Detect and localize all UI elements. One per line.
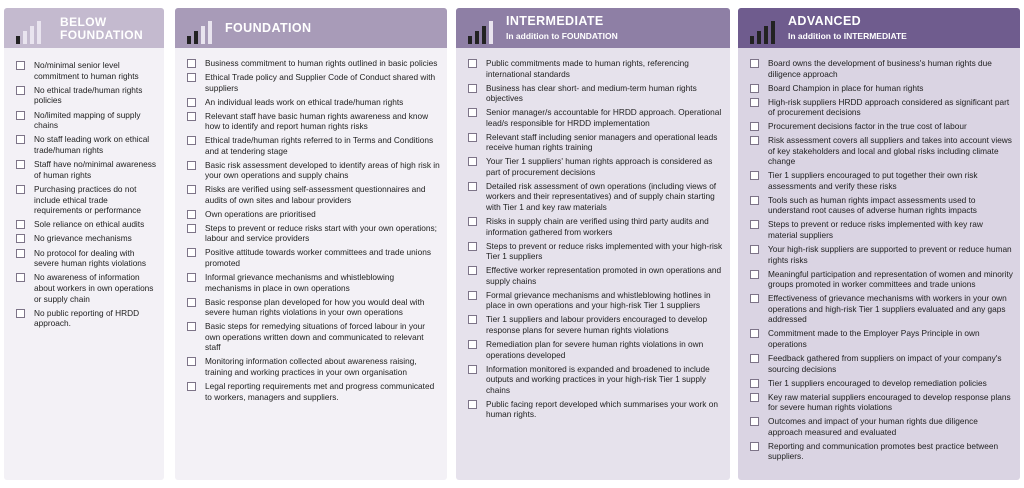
checklist-item-text: Positive attitude towards worker committees and trade unions promoted (205, 247, 431, 269)
checklist-item (187, 272, 441, 293)
checklist-item-text: Procurement decisions factor in the true cost of labour (768, 121, 967, 132)
level-bar (16, 36, 20, 44)
checklist-item-text: Legal reporting requirements met and progress communicated to workers, managers and suppliers. (205, 380, 435, 402)
checklist-item-text: Public facing report developed which summarises your work on human rights. (486, 398, 718, 420)
checkbox[interactable] (187, 273, 196, 282)
checklist-item-text: Steps to prevent or reduce risks implemented with key raw material suppliers (768, 219, 983, 241)
checkbox[interactable] (187, 161, 196, 170)
column-advanced (738, 8, 1020, 480)
checkbox[interactable] (750, 270, 759, 279)
level-bars-icon (468, 21, 493, 44)
checklist-item (468, 216, 724, 237)
checklist-item-text: Purchasing practices do not include ethical trade requirements or performance (34, 183, 141, 216)
level-bar (187, 36, 191, 44)
checklist-item-text: Your high-risk suppliers are supported to prevent or reduce human rights risks (768, 244, 1012, 265)
checkbox[interactable] (468, 59, 477, 68)
checklist-item-text: Detailed risk assessment of own operations (including views of workers and their representatives) and of supply chain starting with Tier 1 and key raw materials (486, 180, 717, 213)
checklist-item (750, 135, 1014, 167)
checklist-item-text: No public reporting of HRDD approach. (34, 307, 140, 329)
checkbox[interactable] (468, 340, 477, 349)
column-header (175, 8, 447, 48)
checkbox[interactable] (187, 185, 196, 194)
checklist-item-text: Effectiveness of grievance mechanisms with workers in your own operations and high-risk Tier 1 suppliers evaluated and any gaps addressed (768, 293, 1007, 325)
column-header (4, 8, 164, 48)
checklist-item-text: Steps to prevent or reduce risks start with your own operations; labour and service providers (205, 222, 437, 244)
checklist-item-text: High-risk suppliers HRDD approach considered as significant part of procurement decisions (768, 96, 1010, 118)
checklist-item (187, 356, 441, 377)
level-bars-icon (187, 21, 212, 44)
checklist-item-text: Tier 1 suppliers and labour providers encouraged to develop response plans for severe human rights violations (486, 314, 708, 335)
checklist-item (750, 121, 1014, 132)
checkbox[interactable] (187, 112, 196, 121)
checkbox[interactable] (468, 157, 477, 166)
level-bar (771, 21, 775, 44)
checklist-item (16, 134, 158, 155)
checkbox[interactable] (750, 417, 759, 426)
checklist (175, 48, 447, 402)
checklist-item-text: Public commitments made to human rights, referencing international standards (486, 58, 689, 79)
level-bar (23, 31, 27, 44)
checklist-item (187, 209, 441, 220)
checklist-item-text: Monitoring information collected about awareness raising, training and working practices in your own organisation (205, 356, 417, 377)
checklist-item (468, 83, 724, 104)
checklist-item-text: Feedback gathered from suppliers on impact of your company's sourcing decisions (768, 352, 1002, 374)
checklist-item (468, 399, 724, 420)
checkbox[interactable] (750, 122, 759, 131)
checkbox[interactable] (16, 86, 25, 95)
checklist-item-text: Tier 1 suppliers encouraged to develop remediation policies (768, 377, 987, 388)
checklist-item (187, 184, 441, 205)
checklist-item (468, 265, 724, 286)
level-bar (208, 21, 212, 44)
checklist-item (187, 72, 441, 93)
checklist-item-text: No/minimal senior level commitment to human rights (34, 60, 139, 81)
level-bar (201, 26, 205, 44)
checklist-item (16, 233, 158, 244)
column-header (456, 8, 730, 48)
checklist-item (468, 314, 724, 335)
checklist-item (187, 160, 441, 181)
checkbox[interactable] (16, 234, 25, 243)
checklist-item-text: Risk assessment covers all suppliers and takes into account views of key stakeholders and local and global risks including climate change (768, 135, 1012, 167)
level-bar (194, 31, 198, 44)
checkbox[interactable] (187, 98, 196, 107)
checkbox[interactable] (468, 291, 477, 300)
column-title: ADVANCED (788, 14, 862, 28)
column-title: BELOW FOUNDATION (60, 15, 144, 42)
checkbox[interactable] (16, 61, 25, 70)
checklist-item (750, 97, 1014, 118)
checklist-item-text: Business has clear short- and medium-term human rights objectives (486, 82, 697, 104)
checklist-item (16, 184, 158, 216)
checkbox[interactable] (750, 136, 759, 145)
checklist-item (16, 248, 158, 269)
checklist-item (468, 132, 724, 153)
checkbox[interactable] (187, 357, 196, 366)
checklist-item-text: Your Tier 1 suppliers' human rights approach is considered as part of procurement decisions (486, 156, 713, 177)
checklist-item (187, 111, 441, 132)
checkbox[interactable] (468, 108, 477, 117)
checklist-item (187, 381, 441, 402)
checklist-item (16, 219, 158, 230)
checklist-item (750, 353, 1014, 374)
checkbox[interactable] (468, 217, 477, 226)
checkbox[interactable] (16, 273, 25, 282)
checkbox[interactable] (750, 379, 759, 388)
checkbox[interactable] (468, 400, 477, 409)
checklist-item (468, 339, 724, 360)
checkbox[interactable] (16, 135, 25, 144)
checklist-item-text: Ethical Trade policy and Supplier Code of Conduct shared with suppliers (205, 71, 436, 93)
checkbox[interactable] (16, 160, 25, 169)
checkbox[interactable] (750, 393, 759, 402)
checkbox[interactable] (750, 84, 759, 93)
checklist-item-text: Relevant staff including senior managers and operational leads receive human rights training (486, 131, 718, 153)
checkbox[interactable] (468, 365, 477, 374)
checklist-item-text: No staff leading work on ethical trade/human rights (34, 134, 150, 155)
checklist-item (16, 308, 158, 329)
checkbox[interactable] (750, 329, 759, 338)
checklist-item (468, 241, 724, 262)
checklist-item (468, 156, 724, 177)
level-bars-icon (16, 21, 41, 44)
checklist-item (468, 364, 724, 396)
checklist-item (750, 83, 1014, 94)
checklist-item-text: Senior manager/s accountable for HRDD approach. Operational lead/s responsible for HRDD implementation (486, 107, 722, 128)
checklist-item (16, 85, 158, 106)
checkbox[interactable] (187, 136, 196, 145)
checklist-item-text: No/limited mapping of supply chains (34, 109, 141, 131)
checklist-item-text: Own operations are prioritised (205, 208, 316, 219)
checklist-item (750, 269, 1014, 290)
checklist-item (750, 441, 1014, 462)
checklist-item (187, 223, 441, 244)
checklist (4, 48, 164, 329)
column-foundation (175, 8, 447, 480)
column-subtitle: In addition to INTERMEDIATE (788, 31, 907, 41)
checkbox[interactable] (468, 315, 477, 324)
checklist-item-text: Formal grievance mechanisms and whistleblowing hotlines in place in own operations and your high-risk Tier 1 suppliers (486, 289, 711, 311)
checklist-item (750, 244, 1014, 265)
checkbox[interactable] (750, 59, 759, 68)
level-bar (30, 26, 34, 44)
checklist-item (187, 97, 441, 108)
checklist-item (468, 107, 724, 128)
checkbox[interactable] (750, 98, 759, 107)
checklist-item-text: An individual leads work on ethical trade/human rights (205, 96, 404, 107)
checklist-item (187, 321, 441, 353)
checklist-item (187, 135, 441, 156)
column-subtitle: In addition to FOUNDATION (506, 31, 618, 41)
checklist-item (187, 58, 441, 69)
level-bar (482, 26, 486, 44)
checklist-item (750, 58, 1014, 79)
checklist-item-text: Business commitment to human rights outlined in basic policies (205, 58, 438, 68)
level-bar (757, 31, 761, 44)
checklist-item (187, 247, 441, 268)
checkbox[interactable] (750, 196, 759, 205)
checklist-item (468, 181, 724, 213)
checklist-item (16, 60, 158, 81)
checklist-item-text: Relevant staff have basic human rights awareness and know how to identify and report human rights risks (205, 110, 429, 132)
checklist-item (750, 170, 1014, 191)
checkbox[interactable] (468, 182, 477, 191)
checklist-item-text: Basic response plan developed for how you would deal with severe human rights violations in your own operations (205, 296, 425, 318)
checkbox[interactable] (468, 84, 477, 93)
maturity-framework (4, 4, 1020, 484)
checkbox[interactable] (187, 248, 196, 257)
checkbox[interactable] (16, 249, 25, 258)
checklist-item-text: Basic risk assessment developed to identify areas of high risk in your own operations and supply chains (205, 159, 440, 181)
checklist-item (16, 159, 158, 180)
checkbox[interactable] (187, 298, 196, 307)
checklist-item (750, 392, 1014, 413)
checkbox[interactable] (468, 242, 477, 251)
checklist-item (750, 195, 1014, 216)
checklist-item (468, 290, 724, 311)
checkbox[interactable] (187, 224, 196, 233)
checklist-item (16, 272, 158, 304)
checklist-item-text: Tier 1 suppliers encouraged to put together their own risk assessments and verify these risks (768, 170, 978, 191)
level-bar (475, 31, 479, 44)
checkbox[interactable] (16, 111, 25, 120)
checklist-item (750, 293, 1014, 325)
checklist (738, 48, 1020, 462)
checkbox[interactable] (750, 294, 759, 303)
level-bar (764, 26, 768, 44)
column-header (738, 8, 1020, 48)
column-below-foundation (4, 8, 164, 480)
level-bar (750, 36, 754, 44)
checklist-item-text: Informal grievance mechanisms and whistleblowing mechanisms in place in own operations (205, 272, 395, 293)
checklist-item-text: Remediation plan for severe human rights violations in own operations developed (486, 338, 704, 360)
checklist-item-text: Steps to prevent or reduce risks implemented with your high-risk Tier 1 suppliers (486, 240, 723, 262)
checkbox[interactable] (187, 59, 196, 68)
level-bar (37, 21, 41, 44)
checkbox[interactable] (750, 442, 759, 451)
checklist-item-text: Sole reliance on ethical audits (34, 219, 145, 230)
checkbox[interactable] (187, 322, 196, 331)
checkbox[interactable] (750, 171, 759, 180)
checklist-item-text: Ethical trade/human rights referred to in Terms and Conditions and at tendering stage (205, 135, 434, 156)
column-title: INTERMEDIATE (506, 14, 604, 28)
checklist-item-text: Effective worker representation promoted in own operations and supply chains (486, 265, 722, 286)
checklist-item-text: Information monitored is expanded and broadened to include outputs and working practices in your high-risk Tier 1 supply chains (486, 363, 710, 395)
checkbox[interactable] (187, 73, 196, 82)
checklist-item-text: Board Champion in place for human rights (768, 82, 924, 93)
column-intermediate (456, 8, 730, 480)
checklist-item-text: Outcomes and impact of your human rights due diligence approach measured and evaluated (768, 416, 978, 437)
checkbox[interactable] (750, 220, 759, 229)
checklist-item-text: Risks are verified using self-assessment questionnaires and audits of own sites and labour providers (205, 184, 426, 205)
checklist (456, 48, 730, 420)
column-title: FOUNDATION (225, 21, 312, 35)
checklist-item-text: No ethical trade/human rights policies (34, 84, 143, 106)
checkbox[interactable] (468, 266, 477, 275)
checklist-item-text: Meaningful participation and representation of women and minority groups promoted in worker committees and trade unions (768, 268, 1013, 290)
checkbox[interactable] (16, 220, 25, 229)
checkbox[interactable] (16, 309, 25, 318)
checklist-item (468, 58, 724, 79)
checklist-item (750, 219, 1014, 240)
checklist-item-text: Board owns the development of business's human rights due diligence approach (768, 58, 992, 79)
checklist-item-text: Commitment made to the Employer Pays Principle in own operations (768, 328, 980, 349)
checklist-item-text: Risks in supply chain are verified using third party audits and information gathered from workers (486, 216, 709, 237)
checklist-item-text: Staff have no/minimal awareness of human rights (34, 159, 157, 180)
checklist-item-text: No grievance mechanisms (34, 233, 132, 244)
checkbox[interactable] (187, 382, 196, 391)
checklist-item-text: No awareness of information about workers in own operations or supply chain (34, 272, 154, 304)
checkbox[interactable] (16, 185, 25, 194)
checklist-item (187, 297, 441, 318)
checklist-item-text: Tools such as human rights impact assessments used to understand root causes of adverse human rights impacts (768, 194, 977, 216)
checklist-item-text: Reporting and communication promotes best practice between suppliers. (768, 440, 999, 462)
checklist-item-text: No protocol for dealing with severe human rights violations (34, 247, 147, 269)
checkbox[interactable] (187, 210, 196, 219)
checklist-item (16, 110, 158, 131)
checkbox[interactable] (750, 354, 759, 363)
checkbox[interactable] (750, 245, 759, 254)
checklist-item-text: Basic steps for remedying situations of forced labour in your own operations written down and communicated to relevant staff (205, 321, 425, 353)
checklist-item-text: Key raw material suppliers encouraged to develop response plans for severe human rights violations (768, 391, 1011, 413)
level-bar (489, 21, 493, 44)
checklist-item (750, 378, 1014, 389)
checkbox[interactable] (468, 133, 477, 142)
level-bars-icon (750, 21, 775, 44)
checklist-item (750, 328, 1014, 349)
checklist-item (750, 416, 1014, 437)
level-bar (468, 36, 472, 44)
